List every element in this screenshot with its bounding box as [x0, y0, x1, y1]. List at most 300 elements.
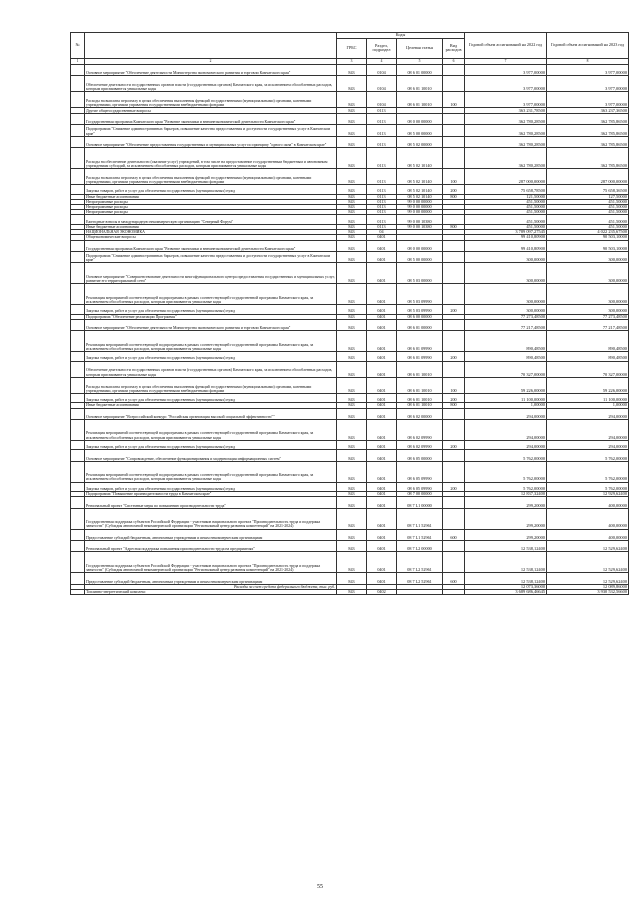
target-article-cell: 08 5 03 09990 [397, 305, 443, 315]
section-cell: 0401 [367, 408, 397, 419]
section-cell: 0401 [367, 331, 397, 352]
description-cell: Иные бюджетные ассигнования [85, 224, 337, 229]
volume-2022-cell: 363 231,78500 [465, 108, 547, 114]
table-body [71, 64, 629, 595]
target-article-cell: 99 0 00 10380 [397, 224, 443, 229]
volume-2023-cell: 362 785,86500 [547, 113, 629, 124]
section-cell: 0104 [367, 75, 397, 91]
expense-type-cell [443, 461, 465, 482]
description-cell: Непрограммные расходы [85, 210, 337, 215]
volume-2023-cell: 12 529,62400 [547, 541, 629, 552]
description-cell: Региональный проект "Системные меры по повышению производительности труда" [85, 497, 337, 508]
description-cell: Подпрограмма "Обеспечение реализации Программы" [85, 314, 337, 319]
grbs-cell: 843 [337, 408, 367, 419]
row-number-cell [71, 552, 85, 573]
volume-2023-cell: 362 785,86500 [547, 125, 629, 136]
volume-2023-cell: 300,00000 [547, 251, 629, 262]
target-article-cell: 08 6 01 00000 [397, 64, 443, 75]
section-cell: 0401 [367, 240, 397, 251]
volume-2022-cell: 3 689 686,46645 [465, 589, 547, 594]
volume-2022-cell: 451,50000 [465, 199, 547, 204]
volume-2022-cell: 12 837,32400 [465, 492, 547, 497]
expense-type-cell [443, 125, 465, 136]
expense-type-cell: 600 [443, 529, 465, 540]
volume-2023-cell: 75 658,36500 [547, 185, 629, 195]
row-number-cell [71, 541, 85, 552]
description-cell: Расходы на выплаты персоналу в целях обеспечения выполнения функций государственными (муниципальными) органами, казенными учреждениями, органами управления государственными внебюджетными фондами [85, 169, 337, 185]
grbs-cell: 843 [337, 136, 367, 147]
grbs-cell: 843 [337, 235, 367, 240]
volume-2023-cell: 77 273,48500 [547, 314, 629, 319]
section-cell: 0401 [367, 508, 397, 529]
page-number: 55 [317, 884, 323, 890]
budget-allocation-table [70, 32, 629, 595]
table-row [71, 361, 629, 377]
expense-type-cell: 200 [443, 305, 465, 315]
volume-2023-cell: 11 100,00000 [547, 393, 629, 403]
grbs-cell: 843 [337, 393, 367, 403]
volume-2023-cell: 890,48500 [547, 331, 629, 352]
table-row [71, 461, 629, 482]
description-cell: Основное мероприятие "Обеспечение деятельности Министерства экономического развития и торговли Камчатского края" [85, 319, 337, 330]
column-number: 1 [71, 58, 85, 64]
expense-type-cell [443, 420, 465, 441]
table-row [71, 75, 629, 91]
target-article-cell: 08 5 02 10140 [397, 185, 443, 195]
row-number-cell [71, 393, 85, 403]
row-number-cell [71, 440, 85, 450]
expense-type-cell [443, 215, 465, 225]
row-number-cell [71, 352, 85, 362]
volume-2022-cell: 300,00000 [465, 284, 547, 305]
row-number-cell [71, 148, 85, 169]
header-grbs: ГРБС [337, 38, 367, 58]
section-cell: 0113 [367, 224, 397, 229]
table-row [71, 589, 629, 594]
target-article-cell: 08 5 02 10140 [397, 194, 443, 199]
row-number-cell [71, 305, 85, 315]
expense-type-cell [443, 136, 465, 147]
description-cell: Предоставление субсидий бюджетным, автономным учреждениям и иным некоммерческим организациям [85, 573, 337, 584]
row-number-cell [71, 92, 85, 108]
description-cell: Подпрограмма "Снижение административных барьеров, повышение качества предоставления и доступности государственных услуг в Камчатском крае" [85, 251, 337, 262]
volume-2022-cell: 299,20000 [465, 529, 547, 540]
table-row [71, 420, 629, 441]
target-article-cell: 08 7 L2 52961 [397, 573, 443, 584]
table-row [71, 113, 629, 124]
target-article-cell: 08 5 03 09990 [397, 284, 443, 305]
table-row [71, 492, 629, 497]
grbs-cell: 843 [337, 420, 367, 441]
grbs-cell: 843 [337, 305, 367, 315]
table-row [71, 148, 629, 169]
row-number-cell [71, 361, 85, 377]
table-row [71, 263, 629, 284]
grbs-cell: 843 [337, 263, 367, 284]
grbs-cell: 843 [337, 450, 367, 461]
description-cell: Реализация мероприятий соответствующей подпрограммы в рамках соответствующей государственной программы Камчатского края, за исключением обособленных расходов, которым присваиваются уникальные коды [85, 420, 337, 441]
table-row [71, 169, 629, 185]
section-cell: 0113 [367, 169, 397, 185]
grbs-cell: 843 [337, 314, 367, 319]
section-cell: 0113 [367, 205, 397, 210]
row-number-cell [71, 240, 85, 251]
section-cell: 0401 [367, 284, 397, 305]
table-row [71, 251, 629, 262]
volume-2022-cell: 294,00000 [465, 408, 547, 419]
row-number-cell [71, 125, 85, 136]
description-cell: Основное мероприятие "Всероссийский конкурс "Российская организация высокой социальной эффективности"" [85, 408, 337, 419]
volume-2023-cell: 400,00000 [547, 508, 629, 529]
description-cell: Закупка товаров, работ и услуг для обеспечения государственных (муниципальных) нужд [85, 482, 337, 492]
grbs-cell: 843 [337, 552, 367, 573]
expense-type-cell [443, 284, 465, 305]
section-cell: 0113 [367, 136, 397, 147]
volume-2022-cell: 300,00000 [465, 263, 547, 284]
expense-type-cell: 200 [443, 482, 465, 492]
volume-2022-cell: 362 780,28500 [465, 136, 547, 147]
grbs-cell: 843 [337, 319, 367, 330]
section-cell: 0401 [367, 450, 397, 461]
grbs-cell: 843 [337, 224, 367, 229]
grbs-cell: 843 [337, 541, 367, 552]
target-article-cell: 08 6 01 10010 [397, 361, 443, 377]
volume-2022-cell: 300,00000 [465, 305, 547, 315]
description-cell: Закупка товаров, работ и услуг для обеспечения государственных (муниципальных) нужд [85, 352, 337, 362]
volume-2022-cell: 5 762,00000 [465, 461, 547, 482]
section-cell: 0402 [367, 589, 397, 594]
volume-2023-cell: 300,00000 [547, 284, 629, 305]
volume-2023-cell: 294,00000 [547, 440, 629, 450]
grbs-cell: 843 [337, 64, 367, 75]
target-article-cell: 99 0 00 10380 [397, 215, 443, 225]
table-row [71, 185, 629, 195]
section-cell: 0113 [367, 194, 397, 199]
section-cell: 0401 [367, 461, 397, 482]
volume-2022-cell: 121,50000 [465, 194, 547, 199]
volume-2022-cell: 294,00000 [465, 420, 547, 441]
volume-2022-cell: 451,50000 [465, 205, 547, 210]
grbs-cell: 843 [337, 230, 367, 235]
volume-2022-cell: 3 789 097,27545 [465, 230, 547, 235]
table-row [71, 440, 629, 450]
row-number-cell [71, 461, 85, 482]
expense-type-cell [443, 552, 465, 573]
volume-2023-cell: 127,50000 [547, 194, 629, 199]
row-number-cell [71, 136, 85, 147]
description-cell: Обеспечение деятельности государственных органов власти (государственных органов) Камчатского края, за исключением обособленных расходов, которым присваиваются уникальные коды [85, 75, 337, 91]
volume-2022-cell: 5 762,00000 [465, 450, 547, 461]
volume-2023-cell: 451,50000 [547, 215, 629, 225]
volume-2022-cell: 287 000,00000 [465, 169, 547, 185]
volume-2022-cell: 70 327,00000 [465, 361, 547, 377]
grbs-cell: 843 [337, 529, 367, 540]
grbs-cell: 843 [337, 440, 367, 450]
row-number-cell [71, 113, 85, 124]
volume-2023-cell: 294,00000 [547, 408, 629, 419]
description-cell: Закупка товаров, работ и услуг для обеспечения государственных (муниципальных) нужд [85, 393, 337, 403]
section-cell: 0401 [367, 393, 397, 403]
grbs-cell: 843 [337, 75, 367, 91]
section-cell: 0113 [367, 210, 397, 215]
table-row [71, 541, 629, 552]
row-number-cell [71, 377, 85, 393]
description-cell: Закупка товаров, работ и услуг для обеспечения государственных (муниципальных) нужд [85, 305, 337, 315]
volume-2022-cell: 3 977,00000 [465, 92, 547, 108]
target-article-cell: 08 5 03 00000 [397, 263, 443, 284]
table-row [71, 393, 629, 403]
volume-2022-cell: 12 073,36000 [465, 584, 547, 589]
section-cell: 0113 [367, 185, 397, 195]
table-row [71, 508, 629, 529]
expense-type-cell: 100 [443, 169, 465, 185]
target-article-cell: 08 6 01 09990 [397, 331, 443, 352]
description-cell: Непрограммные расходы [85, 205, 337, 210]
grbs-cell: 843 [337, 240, 367, 251]
volume-2023-cell: 287 000,00000 [547, 169, 629, 185]
volume-2022-cell: 99 410,80900 [465, 235, 547, 240]
row-number-cell [71, 215, 85, 225]
table-row [71, 314, 629, 319]
section-cell: 0401 [367, 440, 397, 450]
target-article-cell: 99 0 00 00000 [397, 210, 443, 215]
target-article-cell: 08 5 00 00000 [397, 251, 443, 262]
volume-2022-cell: 99 410,80900 [465, 240, 547, 251]
description-cell: Предоставление субсидий бюджетным, автономным учреждениям и иным некоммерческим организациям [85, 529, 337, 540]
section-cell: 0401 [367, 492, 397, 497]
grbs-cell: 843 [337, 361, 367, 377]
description-cell: Основное мероприятие "Обеспечение деятельности Министерства экономического развития и торговли Камчатского края" [85, 64, 337, 75]
volume-2022-cell: 362 780,28500 [465, 148, 547, 169]
description-cell: Реализация мероприятий соответствующей подпрограммы в рамках соответствующей государственной программы Камчатского края, за исключением обособленных расходов, которым присваиваются уникальные коды [85, 284, 337, 305]
section-cell: 0401 [367, 305, 397, 315]
expense-type-cell [443, 240, 465, 251]
description-cell: Основное мероприятие "Сопровождение, обеспечение функционирования и модернизация информационных систем" [85, 450, 337, 461]
grbs-cell: 843 [337, 497, 367, 508]
description-cell: Основное мероприятие "Обеспечение предоставления государственных и муниципальных услуг по принципу "одного окна" в Камчатском крае" [85, 136, 337, 147]
target-article-cell: 08 7 L2 52961 [397, 552, 443, 573]
volume-2022-cell: 362 780,28500 [465, 113, 547, 124]
volume-2022-cell: 3 977,00000 [465, 64, 547, 75]
section-cell: 0401 [367, 361, 397, 377]
volume-2023-cell: 294,00000 [547, 420, 629, 441]
row-number-cell [71, 408, 85, 419]
volume-2023-cell: 77 217,48500 [547, 319, 629, 330]
table-row [71, 497, 629, 508]
expense-type-cell: 200 [443, 352, 465, 362]
grbs-cell: 843 [337, 352, 367, 362]
grbs-cell: 843 [337, 589, 367, 594]
grbs-cell: 843 [337, 403, 367, 408]
volume-2022-cell: 3 977,00000 [465, 75, 547, 91]
table-row [71, 64, 629, 75]
target-article-cell: 08 6 05 09990 [397, 461, 443, 482]
expense-type-cell: 200 [443, 185, 465, 195]
section-cell: 0401 [367, 552, 397, 573]
section-cell: 0113 [367, 125, 397, 136]
volume-2023-cell: 451,50000 [547, 210, 629, 215]
volume-2023-cell: 4 022 235,67500 [547, 230, 629, 235]
section-cell: 0401 [367, 314, 397, 319]
volume-2022-cell: 890,48500 [465, 331, 547, 352]
table-row [71, 240, 629, 251]
row-number-cell [71, 75, 85, 91]
expense-type-cell: 200 [443, 393, 465, 403]
description-cell: Государственная программа Камчатского края "Развитие экономики и внешнеэкономической деятельности Камчатского края" [85, 113, 337, 124]
table-row [71, 92, 629, 108]
table-row [71, 450, 629, 461]
description-cell: Другие общегосударственные вопросы [85, 108, 337, 114]
header-target-article: Целевая статья [397, 38, 443, 58]
volume-2022-cell: 11 100,00000 [465, 393, 547, 403]
grbs-cell: 843 [337, 92, 367, 108]
row-number-cell [71, 450, 85, 461]
target-article-cell: 99 0 00 00000 [397, 205, 443, 210]
target-article-cell: 08 7 L1 52961 [397, 529, 443, 540]
volume-2022-cell: 451,50000 [465, 215, 547, 225]
table-row [71, 482, 629, 492]
row-number-cell [71, 251, 85, 262]
volume-2023-cell: 1,00000 [547, 403, 629, 408]
section-cell: 0401 [367, 420, 397, 441]
table-row [71, 529, 629, 540]
expense-type-cell [443, 148, 465, 169]
budget-table-page [70, 32, 628, 595]
expense-type-cell [443, 251, 465, 262]
expense-type-cell [443, 450, 465, 461]
section-cell: 0401 [367, 403, 397, 408]
expense-type-cell [443, 508, 465, 529]
section-cell: 04 [367, 230, 397, 235]
column-number: 7 [465, 58, 547, 64]
volume-2023-cell: 400,00000 [547, 529, 629, 540]
target-article-cell: 08 5 02 10140 [397, 169, 443, 185]
grbs-cell: 843 [337, 194, 367, 199]
section-cell: 0401 [367, 251, 397, 262]
volume-2023-cell: 3 977,00000 [547, 64, 629, 75]
volume-2023-cell: 300,00000 [547, 305, 629, 315]
volume-2023-cell: 12 929,62400 [547, 492, 629, 497]
grbs-cell: 843 [337, 199, 367, 204]
section-cell: 0401 [367, 352, 397, 362]
volume-2023-cell: 90 503,10000 [547, 235, 629, 240]
grbs-cell: 843 [337, 251, 367, 262]
expense-type-cell [443, 541, 465, 552]
volume-2023-cell: 362 785,86500 [547, 148, 629, 169]
volume-2022-cell: 299,20000 [465, 508, 547, 529]
volume-2023-cell: 59 226,00000 [547, 377, 629, 393]
section-cell: 0401 [367, 319, 397, 330]
target-article-cell: 08 6 02 09990 [397, 440, 443, 450]
volume-2023-cell: 5 762,00000 [547, 461, 629, 482]
target-article-cell: 08 6 00 00000 [397, 314, 443, 319]
grbs-cell: 843 [337, 113, 367, 124]
description-cell: Подпрограмма "Снижение административных барьеров, повышение качества предоставления и доступности государственных услуг в Камчатском крае" [85, 125, 337, 136]
section-cell: 0401 [367, 235, 397, 240]
expense-type-cell: 200 [443, 440, 465, 450]
grbs-cell: 843 [337, 377, 367, 393]
description-cell: Закупка товаров, работ и услуг для обеспечения государственных (муниципальных) нужд [85, 440, 337, 450]
volume-2022-cell: 77 273,48500 [465, 314, 547, 319]
description-cell: Обеспечение деятельности государственных органов власти (государственных органов) Камчатского края, за исключением обособленных расходов, которым присваиваются уникальные коды [85, 361, 337, 377]
grbs-cell: 843 [337, 108, 367, 114]
section-cell: 0113 [367, 215, 397, 225]
description-cell: Ежегодные взносы в международную некоммерческую организацию "Северный Форум" [85, 215, 337, 225]
table-row [71, 319, 629, 330]
row-number-cell [71, 420, 85, 441]
header-no: № [71, 33, 85, 59]
volume-2023-cell: 3 930 532,56600 [547, 589, 629, 594]
table-row [71, 284, 629, 305]
header-volume-2023: Годовой объем ассигнований на 2023 год [547, 33, 629, 59]
description-cell: Реализация мероприятий соответствующей подпрограммы в рамках соответствующей государственной программы Камчатского края, за исключением обособленных расходов, которым присваиваются уникальные коды [85, 461, 337, 482]
row-number-cell [71, 529, 85, 540]
description-cell: Расходы на обеспечение деятельности (оказание услуг) учреждений, в том числе на предоставление государственным бюджетным и автономным учреждениям субсидий, за исключением обособленных расходов, которым присваиваются уникальные коды [85, 148, 337, 169]
volume-2023-cell: 5 762,00000 [547, 482, 629, 492]
volume-2023-cell: 90 503,10000 [547, 240, 629, 251]
description-cell: НАЦИОНАЛЬНАЯ ЭКОНОМИКА [85, 230, 337, 235]
row-number-cell [71, 185, 85, 195]
description-cell: Расходы на выплаты персоналу в целях обеспечения выполнения функций государственными (муниципальными) органами, казенными учреждениями, органами управления государственными внебюджетными фондами [85, 377, 337, 393]
volume-2023-cell: 70 327,00000 [547, 361, 629, 377]
target-article-cell: 08 6 01 10010 [397, 377, 443, 393]
section-cell: 0401 [367, 573, 397, 584]
expense-type-cell [443, 113, 465, 124]
volume-2023-cell: 400,00000 [547, 497, 629, 508]
description-cell: Иные бюджетные ассигнования [85, 403, 337, 408]
grbs-cell: 843 [337, 573, 367, 584]
volume-2023-cell: 12 529,62400 [547, 552, 629, 573]
row-number-cell [71, 482, 85, 492]
target-article-cell: 08 6 01 00000 [397, 319, 443, 330]
section-cell: 0113 [367, 113, 397, 124]
table-row [71, 352, 629, 362]
volume-2022-cell: 300,00000 [465, 251, 547, 262]
row-number-cell [71, 284, 85, 305]
section-cell: 0401 [367, 497, 397, 508]
description-cell: Государственная поддержка субъектов Российской Федерации - участников национального проекта "Производительность труда и поддержка занятости" (Субсидия автономной некоммерческой организации "Региональный центр развития компетенций" на 2021-2024) [85, 508, 337, 529]
section-cell: 0113 [367, 108, 397, 114]
row-number-cell [71, 263, 85, 284]
description-cell: Расходы за счет средств федерального бюджета, тыс. руб. [85, 584, 337, 589]
row-number-cell [71, 589, 85, 594]
grbs-cell: 843 [337, 284, 367, 305]
volume-2023-cell: 362 785,86500 [547, 136, 629, 147]
header-expense-type: Вид расходов [443, 38, 465, 58]
target-article-cell: 08 7 L1 52961 [397, 508, 443, 529]
expense-type-cell: 800 [443, 194, 465, 199]
volume-2022-cell: 12 538,12400 [465, 573, 547, 584]
volume-2022-cell: 59 226,00000 [465, 377, 547, 393]
row-number-cell [71, 497, 85, 508]
grbs-cell: 843 [337, 331, 367, 352]
target-article-cell: 08 6 01 10010 [397, 393, 443, 403]
target-article-cell: 08 6 05 00000 [397, 450, 443, 461]
grbs-cell: 843 [337, 461, 367, 482]
target-article-cell: 08 6 01 09990 [397, 352, 443, 362]
target-article-cell: 08 6 01 10010 [397, 403, 443, 408]
target-article-cell: 08 5 02 10140 [397, 148, 443, 169]
expense-type-cell [443, 361, 465, 377]
volume-2023-cell: 3 977,00000 [547, 92, 629, 108]
table-row [71, 305, 629, 315]
volume-2023-cell: 451,50000 [547, 224, 629, 229]
section-cell: 0104 [367, 64, 397, 75]
volume-2023-cell: 3 977,00000 [547, 75, 629, 91]
section-cell: 0104 [367, 92, 397, 108]
expense-type-cell [443, 75, 465, 91]
description-cell: Основное мероприятие "Совершенствование деятельности многофункционального центра предоставления государственных и муниципальных услуг, развитие его территориальной сети" [85, 263, 337, 284]
